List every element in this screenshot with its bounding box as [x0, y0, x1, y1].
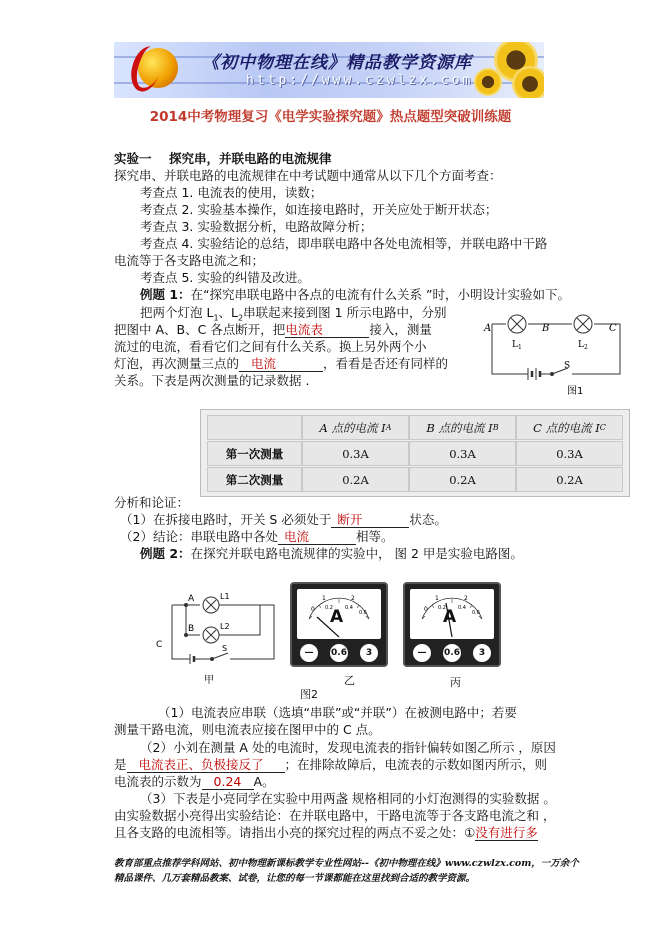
ex2-q2-cont: 是 电流表正、负极接反了 ；在排除故障后，电流表的示数如图丙所示，则	[114, 757, 548, 772]
exam-point-cont: 电流等于各支路电流之和；	[114, 253, 265, 268]
svg-text:2: 2	[351, 595, 355, 602]
svg-text:1: 1	[322, 595, 326, 602]
table-cell: 第二次测量	[207, 467, 302, 492]
sunflower-icon	[512, 66, 544, 98]
section-intro: 探究串、并联电路的电流规律在中考试题中通常从以下几个方面考查：	[114, 168, 502, 183]
svg-text:0: 0	[311, 606, 315, 613]
ex2-q2: （2）小刘在测量 A 处的电流时，发现电流表的指针偏转如图乙所示 ，原因	[140, 740, 556, 755]
section-heading-text: 探究串，并联电路的电流规律	[168, 151, 332, 166]
answer-blank: 电流表	[285, 323, 369, 338]
table-header-row	[207, 415, 623, 440]
exam-point: 考查点 1. 电流表的使用，读数；	[140, 185, 323, 200]
fig1-label-s: S	[564, 361, 571, 371]
svg-text:0.4: 0.4	[345, 605, 353, 611]
table-row	[207, 441, 623, 466]
answer-blank: 0.24	[202, 775, 254, 790]
example1-line: 把两个灯泡 $L_1$、$L_2$串联起来接到图 1 所示电路中，分别	[140, 305, 447, 323]
fig2-caption-bing: 丙	[450, 676, 461, 689]
fig1-label-l1: $L_1$	[512, 340, 522, 351]
table-header-cell	[207, 415, 302, 440]
terminal-0-6: 0.6	[443, 644, 461, 662]
example1-line: 关系。下表是两次测量的记录数据 .	[114, 373, 310, 388]
svg-text:0.6: 0.6	[472, 610, 480, 616]
figure2-circuit-diagram	[150, 585, 280, 685]
terminal-negative: —	[413, 644, 431, 662]
table-cell: 0.2A	[516, 467, 623, 492]
table-cell: 0.2A	[302, 467, 409, 492]
table-cell: 0.3A	[302, 441, 409, 466]
fig1-label-b: B	[542, 323, 550, 334]
example1-line: 把图中 A、B、C 各点断开，把电流表 接入，测量	[114, 322, 432, 337]
fig2-label-c: C	[156, 640, 163, 650]
ex2-q2-cont: 电流表的示数为 0.24 A。	[114, 774, 275, 789]
table-header-cell: A 点的电流 I A	[302, 415, 409, 440]
document-title: 2014中考物理复习《电学实验探究题》热点题型突破训练题	[149, 109, 512, 125]
example2-text: 在探究并联电路电流规律的实验中， 图 2 甲是实验电路图。	[190, 546, 523, 561]
fig1-label-l2: $L_2$	[578, 340, 588, 351]
example1-line: 流过的电流，看看它们之间有什么关系。换上另外两个小	[114, 339, 427, 354]
exam-point: 考查点 2. 实验基本操作，如连接电路时，开关应处于断开状态；	[140, 202, 498, 217]
fig1-label-a: A	[484, 323, 492, 334]
ex2-q1-cont: 测量干路电流，则电流表应接在图甲中的 C 点。	[114, 722, 381, 737]
example1-text: 在“探究串联电路中各点的电流有什么关系 ”时，小明设计实验如下。	[190, 287, 570, 302]
table-cell: 第一次测量	[207, 441, 302, 466]
sunflower-icon	[474, 68, 502, 96]
section-heading-prefix: 实验一	[114, 151, 152, 166]
page-footer: 教育部重点推荐学科网站、初中物理新课标教学专业性网站--《初中物理在线》www.czwlzx.com，一万余个精品课件、几万套精品教案、试卷，让您的每一节课都能在这里找到合适的教学资源。	[114, 858, 579, 884]
svg-text:0.2: 0.2	[438, 605, 446, 611]
terminal-negative: —	[300, 644, 318, 662]
example1-label: 例题 1：	[140, 287, 191, 302]
fig2-label-s: S	[222, 644, 228, 653]
terminal-0-6: 0.6	[330, 644, 348, 662]
ex2-q1: （1）电流表应串联（选填“串联”或“并联”）在被测电路中；若要	[158, 705, 517, 720]
svg-text:0: 0	[424, 606, 428, 613]
fig2-label-l1: L1	[220, 592, 230, 601]
table-header-cell: B 点的电流 I B	[409, 415, 516, 440]
svg-text:2: 2	[464, 595, 468, 602]
svg-text:0.4: 0.4	[458, 605, 466, 611]
section-heading	[114, 151, 331, 167]
table-cell: 0.3A	[409, 441, 516, 466]
answer-blank: 没有进行多	[475, 825, 538, 840]
svg-text:0.6: 0.6	[359, 610, 367, 616]
header-banner	[114, 42, 544, 98]
answer-blank: 电流	[239, 357, 323, 372]
fig2-caption: 图2	[300, 688, 318, 701]
svg-text:0.2: 0.2	[325, 605, 333, 611]
terminal-3: 3	[473, 644, 491, 662]
ex2-q3-cont: 由实验数据小亮得出实验结论：在并联电路中，干路电流等于各支路电流之和 ，	[114, 808, 556, 823]
ammeter-bing	[403, 582, 501, 667]
measurement-table	[200, 409, 630, 497]
exam-point: 考查点 4. 实验结论的总结，即串联电路中各处电流相等，并联电路中干路	[140, 236, 548, 251]
table-row	[207, 467, 623, 492]
fig2-label-l2: L2	[220, 622, 230, 631]
ex2-q3: （3）下表是小亮同学在实验中用两盏 规格相同的小灯泡测得的实验数据 。	[140, 791, 556, 806]
ex2-q3-cont: 且各支路的电流相等。请指出小亮的探究过程的两点不妥之处：①没有进行多	[114, 825, 538, 840]
example1-line: 灯泡，再次测量三点的 电流 ，看看是否还有同样的	[114, 356, 449, 371]
answer-blank: 断开	[331, 513, 409, 528]
banner-title: 《初中物理在线》精品教学资源库	[202, 53, 472, 73]
table-header-cell: C 点的电流 I C	[516, 415, 623, 440]
table-cell: 0.2A	[409, 467, 516, 492]
figure1-circuit-diagram	[472, 302, 637, 402]
answer-blank: 电流表正、负极接反了	[127, 758, 285, 773]
question-1: （1）在拆接电路时，开关 S 必须处于 断开 状态。	[120, 512, 447, 527]
fig2-caption-jia: 甲	[204, 675, 214, 685]
fig1-label-c: C	[609, 323, 617, 334]
example1-heading	[140, 287, 570, 303]
exam-point: 考查点 5. 实验的纠错及改进。	[140, 270, 310, 285]
answer-blank: 电流	[278, 530, 356, 545]
meter-unit: A	[443, 607, 457, 627]
question-2: （2）结论：串联电路中各处 电流 相等。	[120, 529, 394, 544]
svg-text:1: 1	[435, 595, 439, 602]
meter-unit: A	[330, 607, 344, 627]
banner-url: http://www.czwlzx.com	[246, 73, 474, 88]
fig2-label-a: A	[188, 594, 195, 604]
analysis-title: 分析和论证：	[114, 495, 190, 510]
table-cell: 0.3A	[516, 441, 623, 466]
terminal-3: 3	[360, 644, 378, 662]
fig2-caption-yi: 乙	[344, 674, 355, 687]
fig1-caption: 图1	[567, 386, 584, 397]
example2-label: 例题 2：	[140, 546, 191, 561]
exam-point: 考查点 3. 实验数据分析，电路故障分析；	[140, 219, 373, 234]
ammeter-yi	[290, 582, 388, 667]
example2-heading	[140, 546, 523, 562]
fig2-label-b: B	[188, 624, 195, 634]
